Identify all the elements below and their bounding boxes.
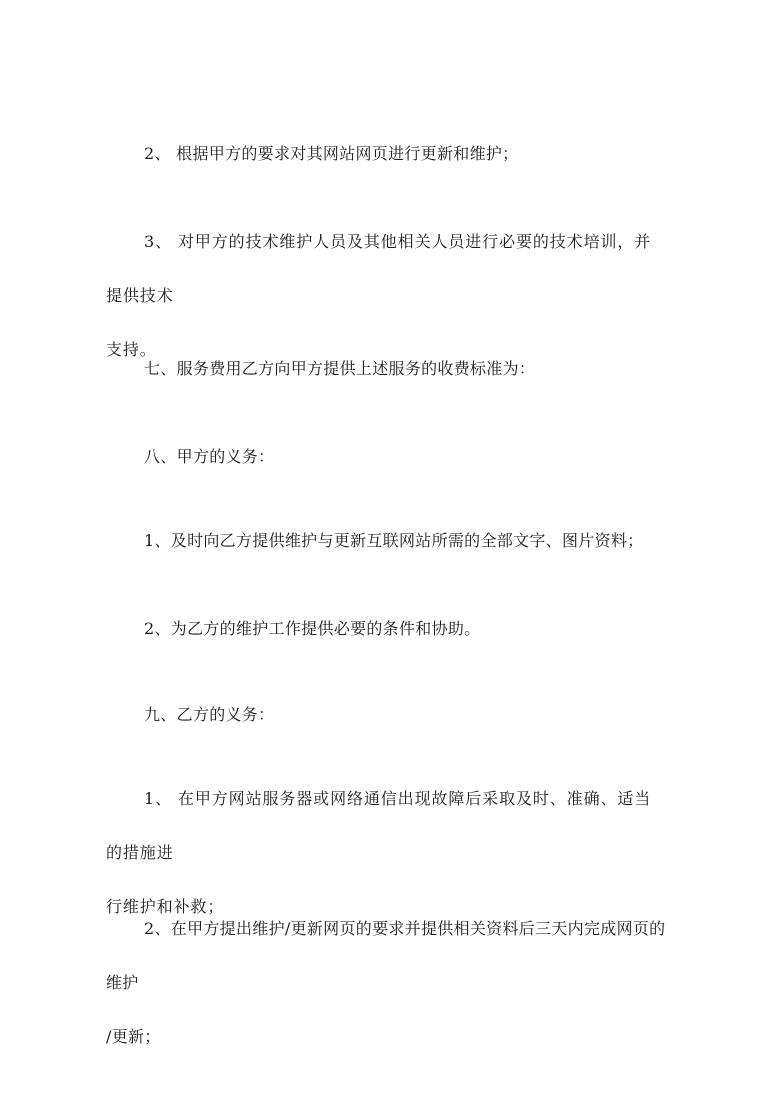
party-a-clause-2	[106, 602, 666, 656]
clause-2-update-maintain	[106, 127, 666, 181]
paragraph-text: 2、 根据甲方的要求对其网站网页进行更新和维护；	[144, 144, 519, 163]
paragraph-continuation: 支持。	[106, 340, 157, 359]
paragraph-text: 3、 对甲方的技术维护人员及其他相关人员进行必要的技术培训，并提供技术	[106, 232, 652, 305]
section-heading: 七、服务费用乙方向甲方提供上述服务的收费标准为：	[144, 359, 536, 378]
paragraph-continuation: /更新；	[106, 1027, 161, 1046]
section-9-party-b-obligations	[106, 688, 666, 742]
paragraph-continuation: 行维护和补救；	[106, 897, 225, 916]
section-7-service-fee	[106, 342, 666, 396]
party-a-clause-1	[106, 514, 666, 568]
paragraph-text: 1、及时向乙方提供维护与更新互联网站所需的全部文字、图片资料；	[144, 531, 644, 550]
section-heading: 八、甲方的义务：	[144, 447, 275, 466]
paragraph-text: 1、 在甲方网站服务器或网络通信出现故障后采取及时、准确、适当的措施进	[106, 789, 652, 862]
section-8-party-a-obligations	[106, 430, 666, 484]
paragraph-text: 2、在甲方提出维护/更新网页的要求并提供相关资料后三天内完成网页的维护	[106, 919, 666, 992]
party-b-clause-2	[106, 902, 666, 1064]
section-heading: 九、乙方的义务：	[144, 705, 275, 724]
paragraph-text: 2、为乙方的维护工作提供必要的条件和协助。	[144, 619, 481, 638]
